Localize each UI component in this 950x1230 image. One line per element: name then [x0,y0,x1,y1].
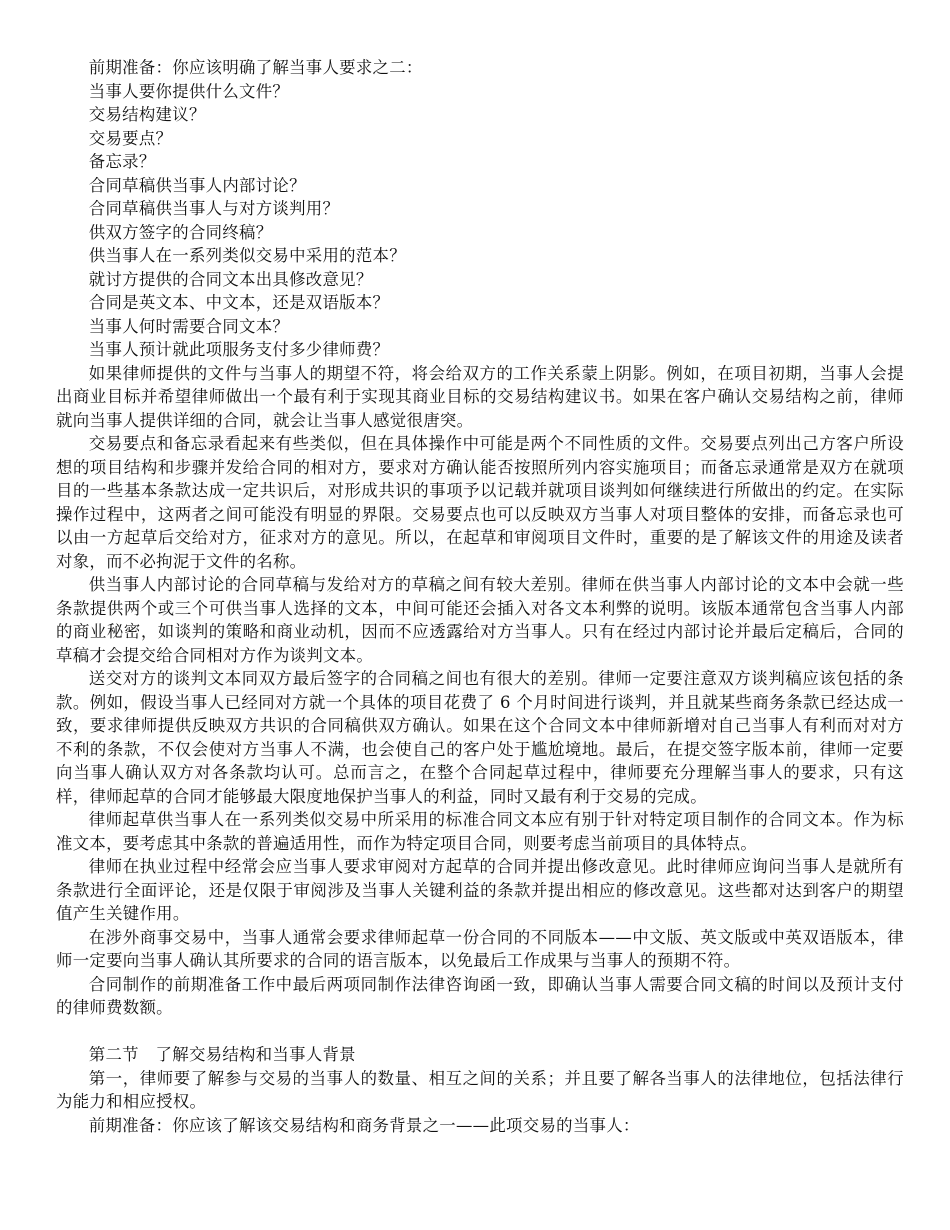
body-paragraph: 交易要点和备忘录看起来有些类似，但在具体操作中可能是两个不同性质的文件。交易要点列出己方客户所设想的项目结构和步骤并发给合同的相对方，要求对方确认能否按照所列内容实施项目；而备忘录通常是双方在就项目的一些基本条款达成一定共识后，对形成共识的事项予以记载并就项目谈判如何继续进行所做出的约定。在实际操作过程中，这两者之间可能没有明显的界限。交易要点也可以反映双方当事人对项目整体的安排，而备忘录也可以由一方起草后交给对方，征求对方的意见。所以，在起草和审阅项目文件时，重要的是了解该文件的用途及读者对象，而不必拘泥于文件的名称。 [56,434,904,571]
body-paragraph: 在涉外商事交易中，当事人通常会要求律师起草一份合同的不同版本——中文版、英文版或中英双语版本，律师一定要向当事人确认其所要求的合同的语言版本，以免最后工作成果与当事人的预期不符。 [56,927,904,970]
question-item: 就讨方提供的合同文本出具修改意见？ [88,269,373,289]
question-item: 合同是英文本、中文本，还是双语版本？ [88,293,390,312]
question-item: 当事人预计就此项服务支付多少律师费？ [88,340,390,359]
body-paragraph: 如果律师提供的文件与当事人的期望不符，将会给双方的工作关系蒙上阴影。例如，在项目初期，当事人会提出商业目标并希望律师做出一个最有利于实现其商业目标的交易结构建议书。如果在客户确认交易结构之前，律师就向当事人提供详细的合同，就会让当事人感觉很唐突。 [56,363,904,430]
intro-line: 前期准备：你应该明确了解当事人要求之二： [88,58,423,77]
question-item: 合同草稿供当事人与对方谈判用？ [88,199,340,218]
section-paragraph: 前期准备：你应该了解该交易结构和商务背景之一——此项交易的当事人： [88,1115,640,1135]
body-paragraph: 送交对方的谈判文本同双方最后签字的合同稿之间也有很大的差别。律师一定要注意双方谈判稿应该包括的条款。例如，假设当事人已经同对方就一个具体的项目花费了 6 个月时间进行谈判，并且就某些商务条款已经达成一致，要求律师提供反映双方共识的合同稿供双方确认。如果在这个合同文本中律师新增对自己当事人有利而对对方不利的条款，不仅会使对方当事人不满，也会使自己的客户处于尴尬境地。最后，在提交签字版本前，律师一定要向当事人确认双方对各条款均认可。总而言之，在整个合同起草过程中，律师要充分理解当事人的要求，只有这样，律师起草的合同才能够最大限度地保护当事人的利益，同时又最有利于交易的完成。 [56,669,904,806]
document-page [56,56,904,1137]
section-title: 第二节 了解交易结构和当事人背景 [88,1045,356,1064]
question-item: 当事人要你提供什么文件？ [88,81,290,101]
body-paragraph: 律师在执业过程中经常会应当事人要求审阅对方起草的合同并提出修改意见。此时律师应询问当事人是就所有条款进行全面评论，还是仅限于审阅涉及当事人关键利益的条款并提出相应的修改意见。这些都对达到客户的期望值产生关键作用。 [56,857,904,923]
question-item: 供当事人在一系列类似交易中采用的范本？ [88,246,406,265]
section-paragraph: 第一，律师要了解参与交易的当事人的数量、相互之间的关系；并且要了解各当事人的法律地位，包括法律行为能力和相应授权。 [56,1068,904,1111]
section-spacer [56,1020,904,1044]
question-item: 交易要点？ [88,128,173,148]
question-item: 当事人何时需要合同文本？ [88,316,290,336]
question-item: 交易结构建议？ [88,105,206,124]
question-item: 备忘录？ [88,152,156,171]
body-paragraph: 合同制作的前期准备工作中最后两项同制作法律咨询函一致，即确认当事人需要合同文稿的时间以及预计支付的律师费数额。 [56,974,904,1017]
question-item: 合同草稿供当事人内部讨论？ [88,175,306,195]
question-item: 供双方签字的合同终稿？ [88,222,273,242]
body-paragraph: 供当事人内部讨论的合同草稿与发给对方的草稿之间有较大差别。律师在供当事人内部讨论的文本中会就一些条款提供两个或三个可供当事人选择的文本，中间可能还会插入对各文本利弊的说明。该版本通常包含当事人内部的商业秘密，如谈判的策略和商业动机，因而不应透露给对方当事人。只有在经过内部讨论并最后定稿后，合同的草稿才会提交给合同相对方作为谈判文本。 [56,575,904,665]
body-paragraph: 律师起草供当事人在一系列类似交易中所采用的标准合同文本应有别于针对特定项目制作的合同文本。作为标准文本，要考虑其中条款的普遍适用性，而作为特定项目合同，则要考虑当前项目的具体特点。 [56,810,904,853]
